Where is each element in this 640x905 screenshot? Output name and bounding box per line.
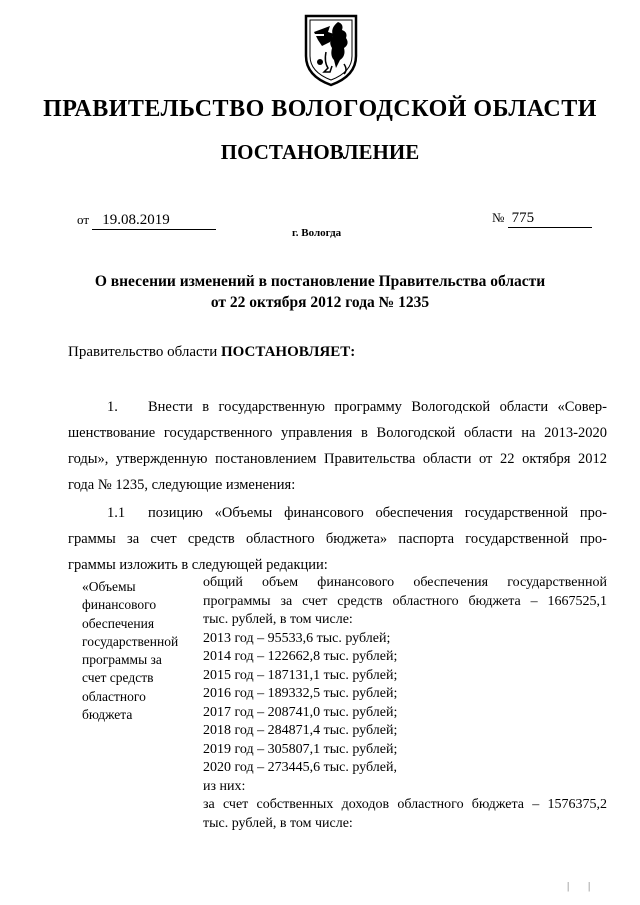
table-left-line: бюджета [82, 707, 133, 723]
preamble-text: Правительство области [68, 344, 221, 360]
subject-line: от 22 октября 2012 года № 1235 [210, 294, 430, 311]
document-date: 19.08.2019 [92, 212, 216, 230]
footer-marks: | | [567, 880, 599, 892]
item-1-1-line: граммы за счет средств областного бюджета» паспорта государственной про- [68, 531, 607, 547]
item-1-number: 1. [107, 399, 118, 415]
table-left-line: программы за [82, 652, 162, 668]
preamble-keyword: ПОСТАНОВЛЯЕТ: [220, 344, 356, 360]
table-left-line: обеспечения [82, 615, 155, 631]
year-amount: 2015 год – 187131,1 тыс. рублей; [203, 667, 398, 683]
year-amount: 2016 год – 189332,5 тыс. рублей; [203, 686, 398, 701]
year-amount: 2018 год – 284871,4 тыс. рублей; [203, 723, 398, 738]
coat-of-arms-icon [300, 12, 362, 88]
number-prefix: № [492, 210, 505, 225]
government-title: ПРАВИТЕЛЬСТВО ВОЛОГОДСКОЙ ОБЛАСТИ [43, 96, 597, 122]
number-field [492, 210, 592, 228]
table-right-line: из них: [203, 778, 246, 794]
item-1-1-line: позицию «Объемы финансового обеспечения государственной про- [148, 505, 607, 521]
city-label: г. Вологда [292, 227, 342, 239]
item-1-line: Внести в государственную программу Вологодской области «Совер- [148, 399, 607, 415]
table-left-line: «Объемы [82, 579, 136, 594]
subject-line: О внесении изменений в постановление Правительства области [94, 273, 546, 290]
year-amount: 2020 год – 273445,6 тыс. рублей, [203, 760, 397, 775]
item-1-line: годы», утвержденную постановлением Правительства области от 22 октября 2012 [68, 451, 607, 467]
document-subject [60, 271, 580, 313]
document-number: 775 [508, 210, 592, 228]
table-right-line: общий объем финансового обеспечения государственной [203, 575, 607, 590]
table-left-line: государственной [82, 633, 179, 649]
date-prefix: от [77, 212, 90, 227]
year-amount: 2013 год – 95533,6 тыс. рублей; [203, 630, 391, 646]
item-1-line: года № 1235, следующие изменения: [68, 477, 296, 493]
table-right-column [203, 574, 607, 833]
item-1-1-number: 1.1 [107, 505, 126, 521]
year-amount: 2014 год – 122662,8 тыс. рублей; [203, 649, 398, 664]
table-left-column [82, 578, 178, 724]
table-right-line: программы за счет средств областного бюджета – 1667525,1 [203, 593, 607, 609]
table-right-line: за счет собственных доходов областного бюджета – 1576375,2 [203, 797, 607, 812]
year-amount: 2019 год – 305807,1 тыс. рублей; [203, 741, 398, 757]
item-1-1-line: граммы изложить в следующей редакции: [68, 557, 328, 573]
date-field [77, 212, 216, 230]
table-left-line: счет средств [82, 670, 154, 686]
table-left-line: финансового [82, 597, 157, 613]
table-right-line: тыс. рублей, в том числе: [203, 612, 353, 627]
document-type: ПОСТАНОВЛЕНИЕ [220, 140, 420, 164]
table-right-line: тыс. рублей, в том числе: [203, 815, 353, 831]
item-1-line: шенствование государственного управления в Вологодской области на 2013-2020 [68, 425, 607, 441]
preamble [68, 339, 355, 365]
year-amount: 2017 год – 208741,0 тыс. рублей; [203, 704, 398, 720]
table-left-line: областного [82, 688, 146, 704]
